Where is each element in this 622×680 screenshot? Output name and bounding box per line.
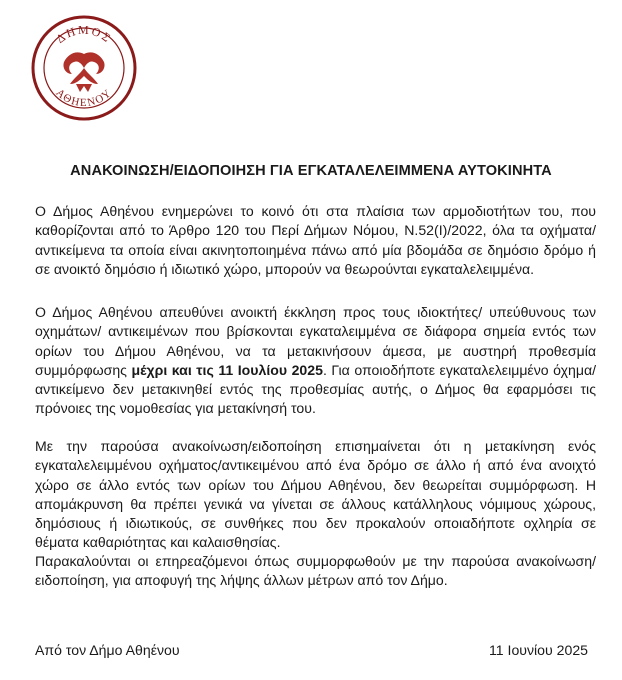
svg-text:ΔΗΜΟΣ (53, 23, 114, 46)
paragraph-appeal-text-end: . Για οποιοδήποτε εγκαταλελειμμένο όχημα/ αντικείμενο δεν μετακινηθεί εντός της προθεσμίας αυτής, ο Δήμος θα εφαρμόσει τις πρόνοιες της νομοθεσίας για μετακίνησή του. (35, 361, 597, 417)
notice-title: ΑΝΑΚΟΙΝΩΣΗ/ΕΙΔΟΠΟΙΗΣΗ ΓΙΑ ΕΓΚΑΤΑΛΕΛΕΙΜΜΕΝΑ ΑΥΤΟΚΙΝΗΤΑ (70, 163, 552, 179)
paragraph-intro: Ο Δήμος Αθηένου ενημερώνει το κοινό ότι στα πλαίσια των αρμοδιοτήτων του, που καθορίζονται από το Άρθρο 120 του Περί Δήμων Νόμου, Ν.52(Ι)/2022, όλα τα οχήματα/αντικείμενα τα οποία είναι ακινητοποιημένα πάνω από μία βδομάδα σε δημόσιο δρόμο ή σε ανοικτό δημόσιο ή ιδιωτικό χώρο, μπορούν να θεωρούνται εγκαταλελειμμένα. (35, 203, 596, 277)
seal-text-bottom: ΑΘΗΕΝΟΥ (53, 86, 115, 110)
municipality-seal-icon (30, 14, 138, 122)
deadline-highlight: μέχρι και τις 11 Ιουλίου 2025 (131, 361, 323, 378)
date: 11 Ιουνίου 2025 (489, 642, 588, 658)
svg-text:ΑΘΗΕΝΟΥ (53, 87, 114, 109)
paragraph-appeal (35, 303, 596, 419)
paragraph-appeal-text: Ο Δήμος Αθηένου απευθύνει ανοικτή έκκληση προς τους ιδιοκτήτες/ υπεύθυνους των οχημάτων/ αντικειμένων που βρίσκονται εγκαταλειμμένα σε διάφορα σημεία εντός των ορίων του Δήμου Αθηένου, να τα μετακινήσουν άμεσα, με αυστηρή προθεσμία συμμόρφωσης (35, 304, 596, 378)
seal-text-top: ΔΗΜΟΣ (53, 22, 115, 46)
signature: Από τον Δήμο Αθηένου (35, 642, 180, 658)
paragraph-request: Παρακαλούνται οι επηρεαζόμενοι όπως συμμορφωθούν με την παρούσα ανακοίνωση/ειδοποίηση, για αποφυγή της λήψης άλλων μέτρων από τον Δήμο. (35, 553, 596, 589)
paragraph-compliance: Με την παρούσα ανακοίνωση/ειδοποίηση επισημαίνεται ότι η μετακίνηση ενός εγκαταλελειμμένου οχήματος/αντικειμένου από ένα δρόμο σε άλλο ή από ένα ανοιχτό χώρο σε άλλο εντός των ορίων του Δήμου Αθηένου, δεν θεωρείται συμμόρφωση. Η απομάκρυνση θα πρέπει γενικά να γίνεται σε άλλους κατάλληλους νόμιμους χώρους, δημόσιους ή ιδιωτικούς, σε συνθήκες που δεν προκαλούν οποιαδήποτε οχληρία σε θέματα καθαριότητας και καλαισθησίας. (35, 438, 596, 551)
